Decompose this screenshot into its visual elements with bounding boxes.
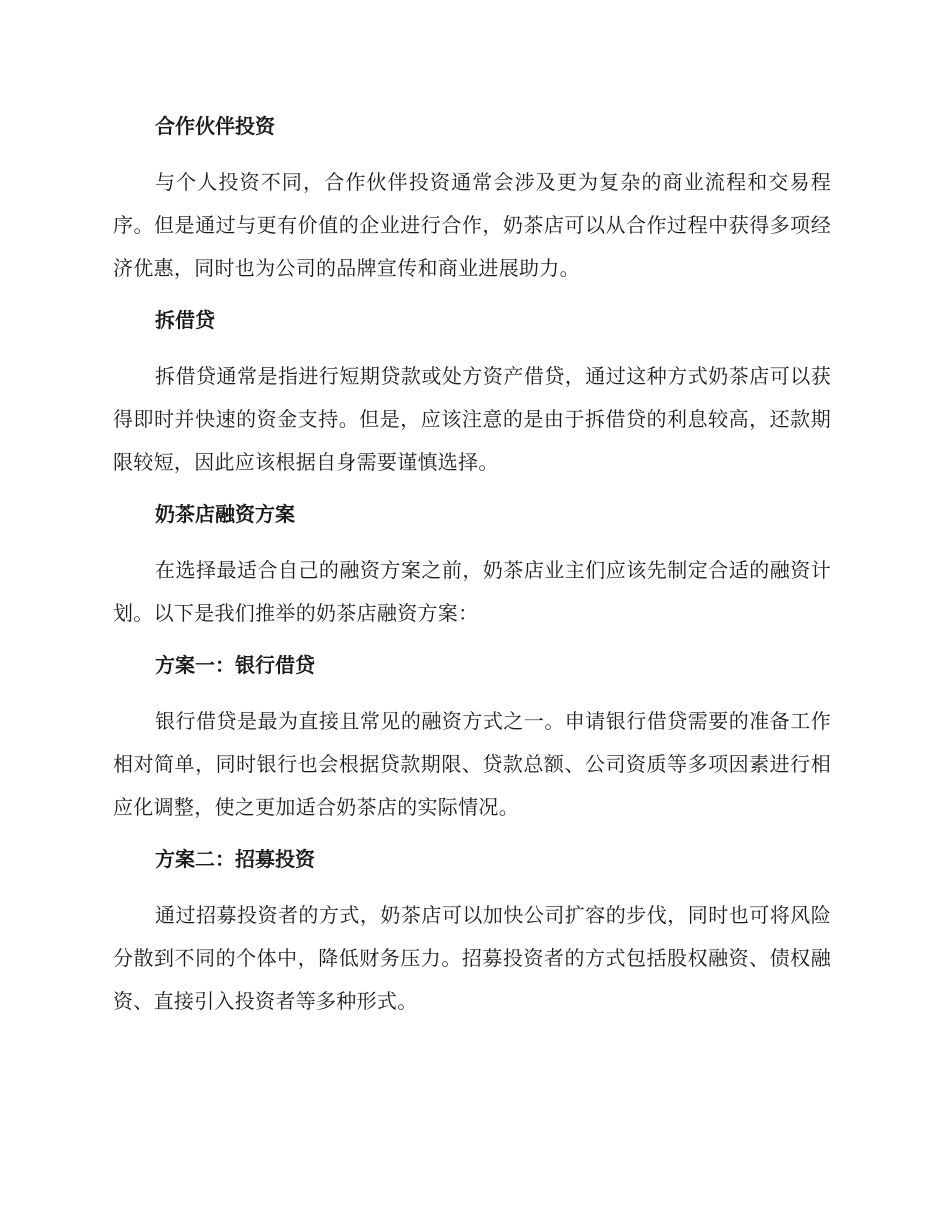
- section-body-financing-plan: 在选择最适合自己的融资方案之前，奶茶店业主们应该先制定合适的融资计划。以下是我们推举的奶茶店融资方案：: [113, 558, 831, 625]
- section-body-loan: 拆借贷通常是指进行短期贷款或处方资产借贷，通过这种方式奶茶店可以获得即时并快速的资金支持。但是，应该注意的是由于拆借贷的利息较高，还款期限较短，因此应该根据自身需要谨慎选择。: [113, 364, 831, 474]
- section-heading-plan-two: 方案二：招募投资: [155, 847, 315, 871]
- section-body-plan-one: 银行借贷是最为直接且常见的融资方式之一。申请银行借贷需要的准备工作相对简单，同时银行也会根据贷款期限、贷款总额、公司资质等多项因素进行相应化调整，使之更加适合奶茶店的实际情况。: [113, 709, 831, 819]
- section-body-plan-two: 通过招募投资者的方式，奶茶店可以加快公司扩容的步伐，同时也可将风险分散到不同的个体中，降低财务压力。招募投资者的方式包括股权融资、债权融资、直接引入投资者等多种形式。: [113, 903, 831, 1013]
- section-heading-plan-one: 方案一：银行借贷: [155, 653, 315, 677]
- section-heading-partner-investment: 合作伙伴投资: [155, 114, 275, 138]
- document-page: [113, 106, 831, 1033]
- section-body-partner-investment: 与个人投资不同，合作伙伴投资通常会涉及更为复杂的商业流程和交易程序。但是通过与更有价值的企业进行合作，奶茶店可以从合作过程中获得多项经济优惠，同时也为公司的品牌宣传和商业进展助力。: [113, 170, 831, 280]
- section-heading-financing-plan: 奶茶店融资方案: [155, 502, 295, 526]
- section-heading-loan: 拆借贷: [155, 308, 215, 332]
